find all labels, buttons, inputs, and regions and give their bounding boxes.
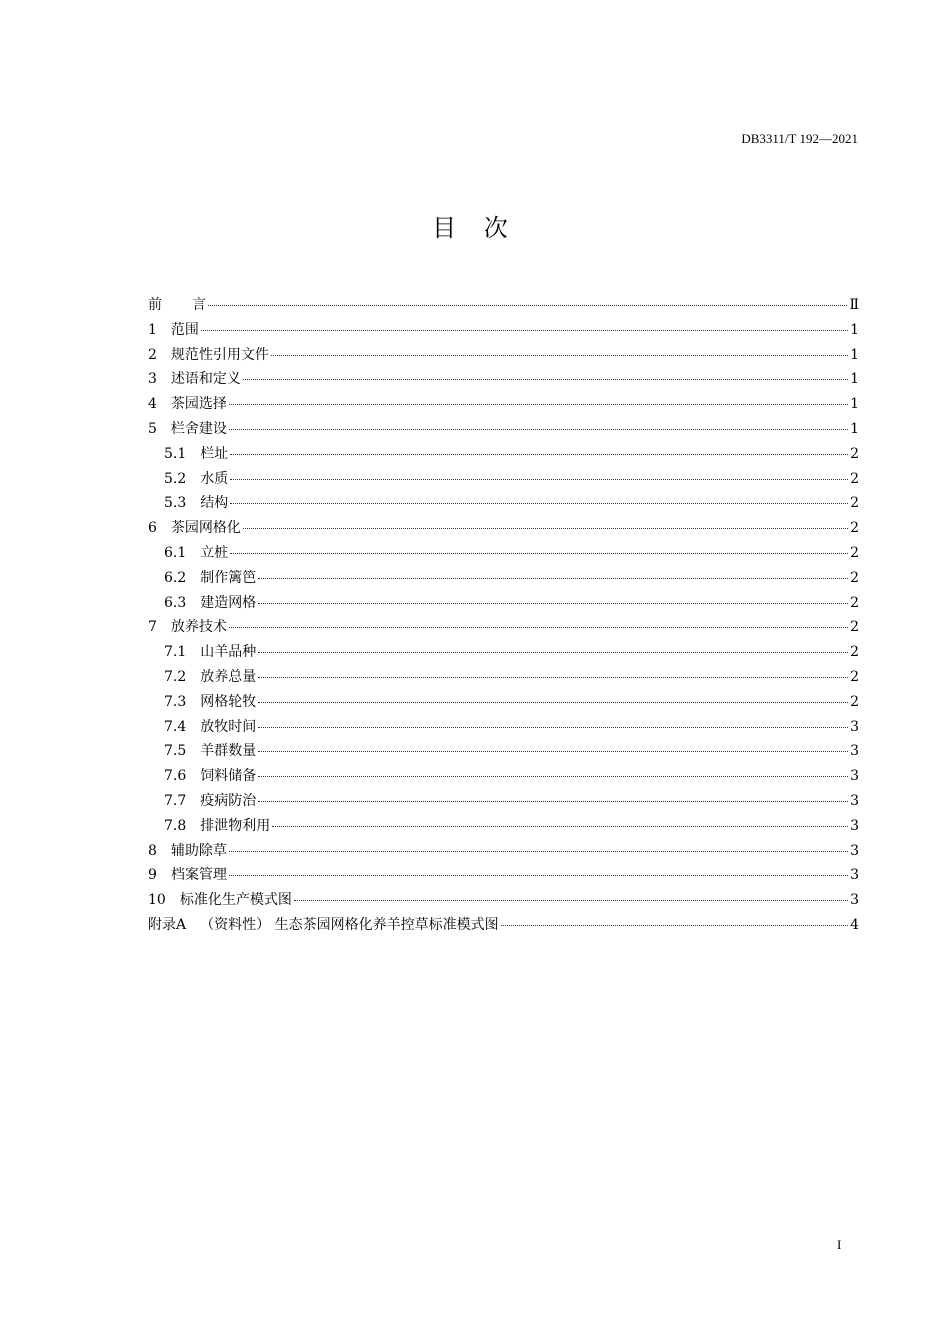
toc-leader-dots: [258, 677, 848, 678]
toc-entry-label: 放养技术: [170, 619, 227, 636]
toc-entry[interactable]: [148, 740, 859, 765]
toc-entry-page: 2: [850, 644, 859, 661]
toc-entry-page: 3: [850, 768, 859, 785]
toc-entry-label: （资料性） 生态茶园网格化养羊控草标准模式图: [200, 916, 499, 933]
toc-entry-number: 5.1: [164, 445, 187, 462]
toc-entry-label: 山羊品种: [200, 644, 257, 661]
page-title: 目 次: [432, 214, 518, 242]
toc-entry[interactable]: [148, 368, 859, 393]
toc-entry[interactable]: [148, 666, 859, 691]
toc-entry-label: 排泄物利用: [200, 817, 271, 834]
toc-leader-dots: [229, 627, 848, 628]
toc-entry[interactable]: [148, 319, 859, 344]
toc-entry-label: 范围: [170, 321, 199, 338]
toc-entry-label: 栏址: [200, 445, 229, 462]
page-number: I: [837, 1237, 842, 1252]
toc-leader-dots: [229, 404, 848, 405]
toc-entry-page: 1: [850, 420, 859, 437]
toc-entry-label: 放牧时间: [200, 718, 257, 735]
toc-entry-label: 网格轮牧: [200, 693, 257, 710]
toc-entry-label: 言: [192, 297, 206, 313]
toc-entry-number: 1: [148, 321, 157, 338]
toc-leader-dots: [258, 727, 848, 728]
toc-entry-page: 2: [850, 693, 859, 710]
toc-entry-number: 6.3: [164, 594, 187, 611]
toc-entry[interactable]: [148, 691, 859, 716]
toc-entry[interactable]: [148, 840, 859, 865]
toc-entry-label: 立桩: [200, 544, 229, 561]
toc-entry-label: 述语和定义: [170, 371, 241, 388]
toc-entry-page: 1: [850, 321, 859, 338]
toc-entry-number: 5.2: [164, 470, 187, 487]
toc-entry-label: 结构: [200, 495, 229, 512]
toc-entry-page: 3: [850, 817, 859, 834]
toc-leader-dots: [258, 801, 848, 802]
toc-leader-dots: [229, 851, 848, 852]
toc-entry-page: 3: [850, 867, 859, 884]
toc-leader-dots: [501, 925, 849, 926]
toc-entry-number: 7.1: [164, 644, 187, 661]
toc-leader-dots: [243, 379, 848, 380]
toc-entry[interactable]: [148, 468, 859, 493]
toc-entry-label: 疫病防治: [200, 792, 257, 809]
toc-leader-dots: [230, 503, 848, 504]
toc-entry-label: 栏舍建设: [170, 420, 227, 437]
toc-entry-page: 2: [850, 619, 859, 636]
toc-entry[interactable]: [148, 889, 859, 914]
toc-entry-page: 1: [850, 371, 859, 388]
toc-entry-number: 7.6: [164, 768, 187, 785]
toc-entry[interactable]: [148, 443, 859, 468]
toc-entry-page: 2: [850, 520, 859, 537]
toc-entry-page: 1: [850, 396, 859, 413]
toc-entry[interactable]: [148, 641, 859, 666]
toc-entry[interactable]: [148, 790, 859, 815]
toc-entry-label: 建造网格: [200, 594, 257, 611]
toc-entry-number: 7.2: [164, 668, 187, 685]
toc-entry-label: 辅助除草: [170, 842, 227, 859]
toc-entry-page: 1: [850, 346, 859, 363]
toc-entry[interactable]: [148, 815, 859, 840]
toc-entry-number: 5: [148, 420, 157, 437]
toc-leader-dots: [258, 603, 848, 604]
toc-entry-label: 茶园网格化: [170, 520, 241, 537]
toc-entry-number: 3: [148, 371, 157, 388]
toc-entry-page: Ⅱ: [849, 297, 859, 313]
toc-leader-dots: [271, 355, 848, 356]
toc-leader-dots: [294, 900, 848, 901]
toc-leader-dots: [230, 454, 848, 455]
toc-entry-number: 2: [148, 346, 157, 363]
toc-entry-number: 前: [148, 297, 162, 313]
toc-leader-dots: [258, 578, 848, 579]
toc-entry-label: 茶园选择: [170, 396, 227, 413]
toc-entry[interactable]: [148, 492, 859, 517]
toc-entry-page: 2: [850, 544, 859, 561]
toc-entry[interactable]: [148, 393, 859, 418]
toc-entry-label: 羊群数量: [200, 743, 257, 760]
toc-leader-dots: [229, 429, 848, 430]
toc-entry-page: 2: [850, 470, 859, 487]
toc-entry-number: 8: [148, 842, 157, 859]
toc-entry[interactable]: [148, 765, 859, 790]
toc-entry-number: 9: [148, 867, 157, 884]
toc-leader-dots: [208, 305, 847, 306]
toc-entry[interactable]: [148, 418, 859, 443]
toc-entry-number: 5.3: [164, 495, 187, 512]
toc-entry-label: 制作篱笆: [200, 569, 257, 586]
toc-entry[interactable]: [148, 542, 859, 567]
toc-entry-number: 附录A: [148, 916, 187, 933]
toc-entry-page: 3: [850, 892, 859, 909]
toc-entry-label: 档案管理: [170, 867, 227, 884]
toc-entry-label: 标准化生产模式图: [179, 892, 292, 909]
toc-entry-number: 7.4: [164, 718, 187, 735]
toc-leader-dots: [258, 776, 848, 777]
toc-entry[interactable]: [148, 616, 859, 641]
toc-leader-dots: [201, 330, 848, 331]
toc-entry-label: 规范性引用文件: [170, 346, 269, 363]
toc-entry-label: 水质: [200, 470, 229, 487]
toc-entry[interactable]: [148, 567, 859, 592]
toc-entry-page: 2: [850, 668, 859, 685]
toc-entry-number: 7.3: [164, 693, 187, 710]
toc-entry-page: 2: [850, 594, 859, 611]
toc-entry-number: 4: [148, 396, 157, 413]
toc-entry-number: 7.8: [164, 817, 187, 834]
toc-entry-page: 2: [850, 495, 859, 512]
toc-entry-number: 6.2: [164, 569, 187, 586]
toc-entry-number: 7.7: [164, 792, 187, 809]
toc-leader-dots: [230, 479, 848, 480]
toc-entry[interactable]: [148, 294, 859, 319]
toc-entry-page: 3: [850, 718, 859, 735]
toc-entry-page: 2: [850, 569, 859, 586]
toc-leader-dots: [258, 652, 848, 653]
toc-entry[interactable]: [148, 914, 859, 939]
toc-leader-dots: [272, 826, 848, 827]
toc-leader-dots: [258, 702, 848, 703]
toc-entry-number: 6: [148, 520, 157, 537]
toc-entry[interactable]: [148, 344, 859, 369]
toc-entry-page: 2: [850, 445, 859, 462]
toc-entry-number: 10: [148, 892, 166, 909]
toc-leader-dots: [243, 528, 848, 529]
toc-entry[interactable]: [148, 864, 859, 889]
toc-entry-page: 3: [850, 842, 859, 859]
toc-entry-number: 7.5: [164, 743, 187, 760]
toc-entry-label: 饲料储备: [200, 768, 257, 785]
toc-entry-number: 7: [148, 619, 157, 636]
toc-leader-dots: [229, 875, 848, 876]
toc-entry-page: 4: [850, 916, 859, 933]
table-of-contents: [148, 294, 859, 939]
toc-leader-dots: [258, 751, 848, 752]
toc-leader-dots: [230, 553, 848, 554]
document-code: DB3311/T 192—2021: [741, 131, 858, 146]
toc-entry-label: 放养总量: [200, 668, 257, 685]
toc-entry[interactable]: [148, 517, 859, 542]
toc-entry[interactable]: [148, 716, 859, 741]
toc-entry-page: 3: [850, 792, 859, 809]
toc-entry-page: 3: [850, 743, 859, 760]
toc-entry[interactable]: [148, 592, 859, 617]
toc-entry-number: 6.1: [164, 544, 187, 561]
